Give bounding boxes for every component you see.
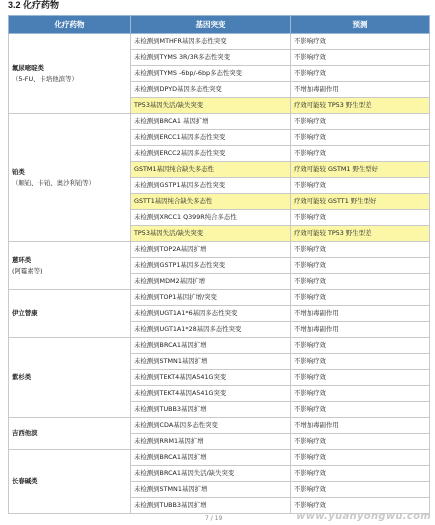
table-header-row <box>9 16 430 34</box>
gene-mutation-cell: 未检测到ERCC1基因多态性突变 <box>131 130 291 146</box>
gene-mutation-cell: 未检测到UGT1A1*28基因多态性突变 <box>131 322 291 338</box>
gene-mutation-cell: 未检测到TYMS 3R/3R多态性突变 <box>131 50 291 66</box>
header-drug: 化疗药物 <box>9 16 131 34</box>
drug-class-cell <box>9 290 131 338</box>
gene-mutation-cell: 未检测到TOP1基因扩增/突变 <box>131 290 291 306</box>
drug-class-name: 紫杉类 <box>12 373 32 381</box>
header-gene: 基因突变 <box>131 16 291 34</box>
prediction-cell: 不影响疗效 <box>291 66 430 82</box>
page-number: 7 / 19 <box>205 515 223 522</box>
gene-mutation-cell: 未检测到MDM2基因扩增 <box>131 274 291 290</box>
section-title: 3.2 化疗药物 <box>8 0 60 10</box>
gene-mutation-cell: 未检测到TUBB3基因扩增 <box>131 402 291 418</box>
table-row <box>9 450 430 466</box>
prediction-cell: 疗效可能较 TP53 野生型差 <box>291 226 430 242</box>
prediction-cell: 不影响疗效 <box>291 386 430 402</box>
gene-mutation-cell: 未检测到TUBB3基因扩增 <box>131 498 291 514</box>
prediction-cell: 不影响疗效 <box>291 130 430 146</box>
prediction-cell: 不影响疗效 <box>291 482 430 498</box>
prediction-cell: 不影响疗效 <box>291 258 430 274</box>
prediction-cell: 不影响疗效 <box>291 242 430 258</box>
prediction-cell: 不影响疗效 <box>291 50 430 66</box>
gene-mutation-cell: TP53基因失活/缺失突变 <box>131 98 291 114</box>
gene-mutation-cell: 未检测到BRCA1基因扩增 <box>131 338 291 354</box>
gene-mutation-cell: 未检测到STMN1基因扩增 <box>131 354 291 370</box>
drug-class-name: 蒽环类 <box>12 255 32 264</box>
prediction-cell: 疗效可能较 GSTT1 野生型好 <box>291 194 430 210</box>
prediction-cell: 不影响疗效 <box>291 402 430 418</box>
prediction-cell: 不影响疗效 <box>291 210 430 226</box>
prediction-cell: 不增加毒副作用 <box>291 306 430 322</box>
table-row <box>9 418 430 434</box>
gene-mutation-cell: 未检测到RRM1基因扩增 <box>131 434 291 450</box>
gene-mutation-cell: 未检测到MTHFR基因多态性突变 <box>131 34 291 50</box>
chemo-drug-table <box>8 15 430 514</box>
prediction-cell: 不影响疗效 <box>291 434 430 450</box>
drug-class-name: 铂类 <box>12 167 25 176</box>
drug-class-name: 长春碱类 <box>12 477 38 485</box>
gene-mutation-cell: 未检测到BRCA1基因扩增 <box>131 450 291 466</box>
gene-mutation-cell: 未检测到STMN1基因扩增 <box>131 482 291 498</box>
drug-class-cell <box>9 338 131 418</box>
prediction-cell: 不影响疗效 <box>291 338 430 354</box>
gene-mutation-cell: GSTM1基因纯合缺失多态性 <box>131 162 291 178</box>
drug-class-name: 伊立替康 <box>12 309 38 317</box>
drug-class-examples: (阿霉素等) <box>12 266 43 275</box>
table-row <box>9 338 430 354</box>
prediction-cell: 不增加毒副作用 <box>291 418 430 434</box>
drug-class-name: 氟尿嘧啶类 <box>12 63 44 72</box>
header-prediction: 预测 <box>291 16 430 34</box>
gene-mutation-cell: GSTT1基因纯合缺失多态性 <box>131 194 291 210</box>
drug-class-cell <box>9 114 131 242</box>
gene-mutation-cell: 未检测到BRCA1 基因扩增 <box>131 114 291 130</box>
drug-class-cell <box>9 34 131 114</box>
prediction-cell: 不影响疗效 <box>291 466 430 482</box>
drug-class-cell <box>9 242 131 290</box>
gene-mutation-cell: 未检测到GSTP1基因多态性突变 <box>131 258 291 274</box>
gene-mutation-cell: 未检测到TEKT4基因A541G突变 <box>131 370 291 386</box>
gene-mutation-cell: 未检测到CDA基因多态性突变 <box>131 418 291 434</box>
gene-mutation-cell: 未检测到TOP2A基因扩增 <box>131 242 291 258</box>
prediction-cell: 不影响疗效 <box>291 178 430 194</box>
drug-class-cell <box>9 418 131 450</box>
drug-class-examples: （顺铂、卡铂、奥沙利铂等） <box>12 178 96 187</box>
prediction-cell: 不影响疗效 <box>291 34 430 50</box>
page-footer <box>0 511 435 525</box>
gene-mutation-cell: 未检测到DPYD基因多态性突变 <box>131 82 291 98</box>
drug-class-examples: （5-FU、卡培他滨等） <box>12 74 78 83</box>
prediction-cell: 不影响疗效 <box>291 354 430 370</box>
site-watermark: www.yuanyongwu.com <box>296 511 431 522</box>
prediction-cell: 不影响疗效 <box>291 290 430 306</box>
prediction-cell: 不影响疗效 <box>291 274 430 290</box>
gene-mutation-cell: 未检测到TEKT4基因A541G突变 <box>131 386 291 402</box>
prediction-cell: 不影响疗效 <box>291 114 430 130</box>
prediction-cell: 不影响疗效 <box>291 498 430 514</box>
table-row <box>9 290 430 306</box>
drug-class-name: 吉西他滨 <box>12 429 38 437</box>
prediction-cell: 不影响疗效 <box>291 370 430 386</box>
prediction-cell: 不增加毒副作用 <box>291 82 430 98</box>
prediction-cell: 不增加毒副作用 <box>291 322 430 338</box>
prediction-cell: 不影响疗效 <box>291 146 430 162</box>
gene-mutation-cell: 未检测到GSTP1基因多态性突变 <box>131 178 291 194</box>
drug-class-cell <box>9 450 131 514</box>
gene-mutation-cell: 未检测到UGT1A1*6基因多态性突变 <box>131 306 291 322</box>
prediction-cell: 不影响疗效 <box>291 450 430 466</box>
gene-mutation-cell: 未检测到TYMS -6bp/-6bp多态性突变 <box>131 66 291 82</box>
table-row <box>9 114 430 130</box>
gene-mutation-cell: 未检测到BRCA1基因失活/缺失突变 <box>131 466 291 482</box>
table-row <box>9 242 430 258</box>
prediction-cell: 疗效可能较 GSTM1 野生型好 <box>291 162 430 178</box>
gene-mutation-cell: 未检测到XRCC1 Q399R纯合多态性 <box>131 210 291 226</box>
gene-mutation-cell: TP53基因失活/缺失突变 <box>131 226 291 242</box>
table-row <box>9 34 430 50</box>
gene-mutation-cell: 未检测到ERCC2基因多态性突变 <box>131 146 291 162</box>
prediction-cell: 疗效可能较 TP53 野生型差 <box>291 98 430 114</box>
